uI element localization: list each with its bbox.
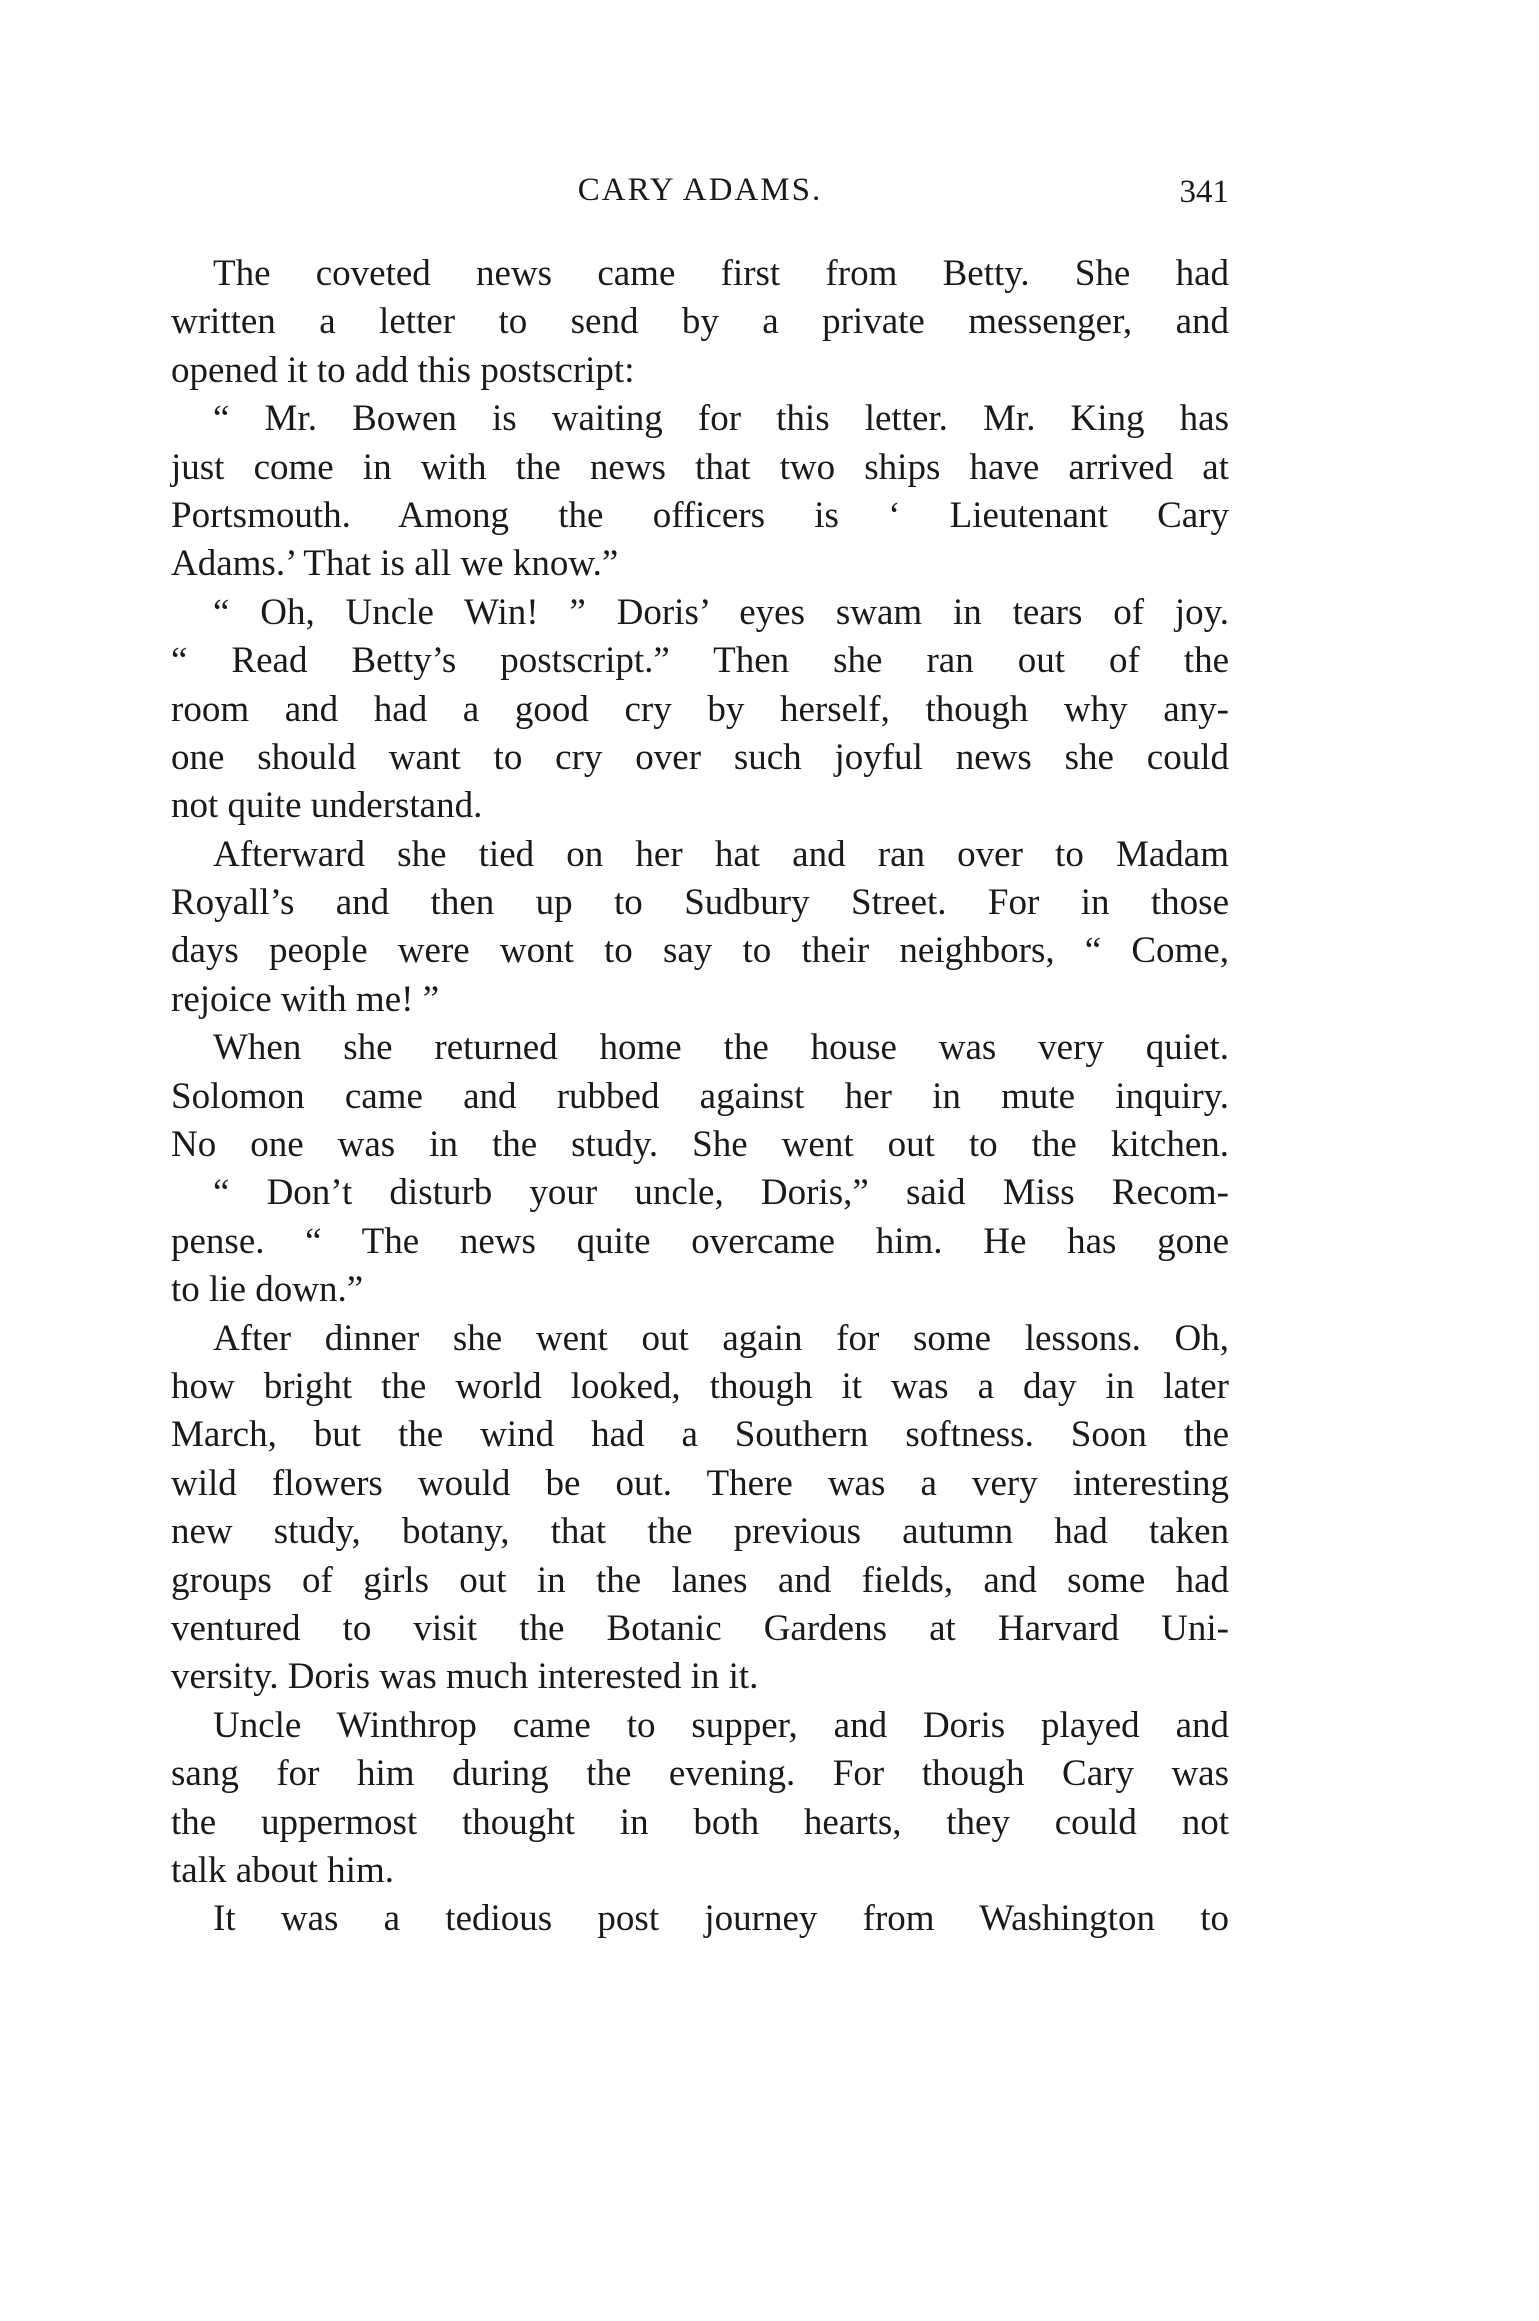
text-line: new study, botany, that the previous autumn had taken [171, 1511, 1229, 1553]
text-line: It was a tedious post journey from Washington to [213, 1898, 1229, 1940]
text-line: March, but the wind had a Southern softness. Soon the [171, 1414, 1229, 1456]
text-line: The coveted news came first from Betty. She had [213, 253, 1229, 294]
text-line: After dinner she went out again for some lessons. Oh, [213, 1317, 1229, 1359]
text-line: No one was in the study. She went out to the kitchen. [171, 1124, 1229, 1166]
text-line: rejoice with me! ” [171, 978, 440, 1020]
text-line: versity. Doris was much interested in it. [171, 1656, 759, 1698]
body-text [171, 250, 1229, 1944]
text-line: just come in with the news that two ships have arrived at [171, 446, 1229, 488]
text-line: room and had a good cry by herself, though why any- [171, 688, 1229, 730]
text-line: ventured to visit the Botanic Gardens at Harvard Uni- [171, 1607, 1229, 1649]
text-line: not quite understand. [171, 785, 483, 827]
text-line: “ Mr. Bowen is waiting for this letter. Mr. King has [213, 398, 1229, 440]
text-line: pense. “ The news quite overcame him. He has gone [171, 1220, 1229, 1262]
text-line: Solomon came and rubbed against her in mute inquiry. [171, 1075, 1229, 1117]
text-line: talk about him. [171, 1849, 394, 1891]
text-line: Afterward she tied on her hat and ran over to Madam [213, 833, 1229, 875]
text-line: to lie down.” [171, 1269, 364, 1311]
text-line: “ Oh, Uncle Win! ” Doris’ eyes swam in tears of joy. [213, 591, 1229, 633]
text-line: Portsmouth. Among the officers is ‘ Lieutenant Cary [171, 494, 1229, 536]
chapter-title: CARY ADAMS. [577, 172, 823, 208]
text-line: the uppermost thought in both hearts, they could not [171, 1801, 1229, 1843]
text-line: sang for him during the evening. For though Cary was [171, 1753, 1229, 1795]
text-line: Adams.’ That is all we know.” [171, 543, 619, 585]
running-header [171, 166, 1229, 214]
text-line: “ Read Betty’s postscript.” Then she ran out of the [171, 640, 1229, 682]
text-line: one should want to cry over such joyful news she could [171, 736, 1229, 778]
text-line: how bright the world looked, though it was a day in later [171, 1365, 1229, 1407]
text-line: opened it to add this postscript: [171, 349, 635, 391]
text-line: days people were wont to say to their neighbors, “ Come, [171, 930, 1229, 972]
text-line: written a letter to send by a private messenger, and [171, 301, 1229, 343]
text-line: When she returned home the house was very quiet. [213, 1027, 1229, 1069]
text-line: Uncle Winthrop came to supper, and Doris played and [213, 1704, 1229, 1746]
text-line: wild flowers would be out. There was a very interesting [171, 1462, 1229, 1504]
page-number: 341 [1179, 174, 1229, 210]
text-line: Royall’s and then up to Sudbury Street. For in those [171, 882, 1229, 924]
text-line: “ Don’t disturb your uncle, Doris,” said Miss Recom- [213, 1172, 1229, 1214]
text-line: groups of girls out in the lanes and fields, and some had [171, 1559, 1229, 1601]
